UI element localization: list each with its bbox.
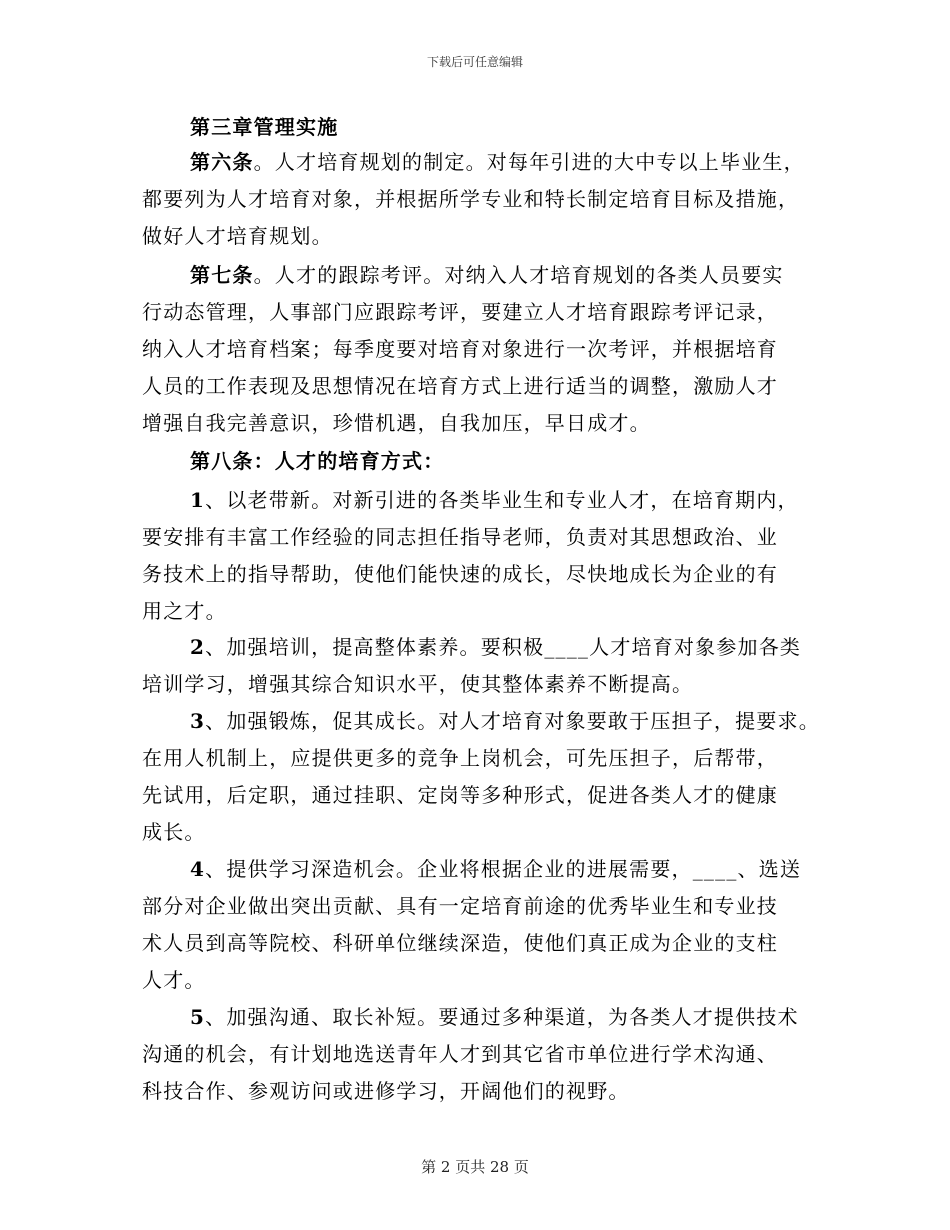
- article-7-line-4: 人员的工作表现及思想情况在培育方式上进行适当的调整，激励人才: [142, 374, 778, 398]
- chapter-title: 第三章管理实施: [190, 115, 339, 139]
- item-2-number: 2: [190, 635, 206, 659]
- item-1-text: 、以老带新。对新引进的各类毕业生和专业人才，在培育期内，: [205, 488, 799, 512]
- article-8-heading: 第八条：人才的培育方式：: [190, 449, 445, 473]
- item-5-line-3: 科技合作、参观访问或进修学习，开阔他们的视野。: [142, 1079, 630, 1103]
- item-5-line-2: 沟通的机会，有计划地选送青年人才到其它省市单位进行学术沟通、: [142, 1042, 778, 1066]
- article-7-heading: 第七条: [190, 263, 254, 287]
- article-6-line-3: 做好人才培育规划。: [142, 224, 333, 248]
- article-7-line-2: 行动态管理，人事部门应跟踪考评，要建立人才培育跟踪考评记录，: [142, 300, 778, 324]
- item-4-line-1: [190, 857, 801, 881]
- item-1-line-2: 要安排有丰富工作经验的同志担任指导老师，负责对其思想政治、业: [142, 525, 778, 549]
- item-3-line-1: [190, 709, 820, 733]
- item-2-line-2: 培训学习，增强其综合知识水平，使其整体素养不断提高。: [142, 672, 694, 696]
- item-5-text: 、加强沟通、取长补短。要通过多种渠道，为各类人才提供技术: [205, 1005, 799, 1029]
- article-7-line-3: 纳入人才培育档案；每季度要对培育对象进行一次考评，并根据培育: [142, 337, 778, 361]
- item-4-line-4: 人才。: [142, 968, 206, 992]
- article-6-heading: 第六条: [190, 150, 254, 174]
- item-1-line-3: 务技术上的指导帮助，使他们能快速的成长，尽快地成长为企业的有: [142, 562, 778, 586]
- article-7-line-1: [190, 263, 784, 287]
- item-1-line-1: [190, 488, 799, 512]
- item-3-line-4: 成长。: [142, 820, 206, 844]
- item-3-line-3: 先试用，后定职，通过挂职、定岗等多种形式，促进各类人才的健康: [142, 783, 778, 807]
- article-6-line-1: [190, 150, 805, 174]
- item-4-text: 、提供学习深造机会。企业将根据企业的进展需要，____、选送: [205, 857, 802, 881]
- item-2-text: 、加强培训，提高整体素养。要积极____人才培育对象参加各类: [205, 635, 802, 659]
- header-note: 下载后可任意编辑: [426, 55, 523, 69]
- item-2-line-1: [190, 635, 801, 659]
- item-4-line-3: 术人员到高等院校、科研单位继续深造，使他们真正成为企业的支柱: [142, 931, 778, 955]
- item-5-line-1: [190, 1005, 799, 1029]
- item-3-line-2: 在用人机制上，应提供更多的竞争上岗机会，可先压担子，后帮带，: [142, 746, 778, 770]
- item-3-text: 、加强锻炼，促其成长。对人才培育对象要敢于压担子，提要求。: [205, 709, 820, 733]
- article-6-text: 。人才培育规划的制定。对每年引进的大中专以上毕业生，: [253, 150, 805, 174]
- article-6-line-2: 都要列为人才培育对象，并根据所学专业和特长制定培育目标及措施，: [142, 187, 800, 211]
- item-1-line-4: 用之才。: [142, 599, 227, 623]
- item-1-number: 1: [190, 488, 206, 512]
- item-5-number: 5: [190, 1005, 206, 1029]
- item-4-number: 4: [190, 857, 206, 881]
- article-7-text: 。人才的跟踪考评。对纳入人才培育规划的各类人员要实: [253, 263, 784, 287]
- article-7-line-5: 增强自我完善意识，珍惜机遇，自我加压，早日成才。: [142, 411, 651, 435]
- page-number: 第 2 页共 28 页: [421, 1158, 529, 1176]
- item-3-number: 3: [190, 709, 206, 733]
- item-4-line-2: 部分对企业做出突出贡献、具有一定培育前途的优秀毕业生和专业技: [142, 894, 778, 918]
